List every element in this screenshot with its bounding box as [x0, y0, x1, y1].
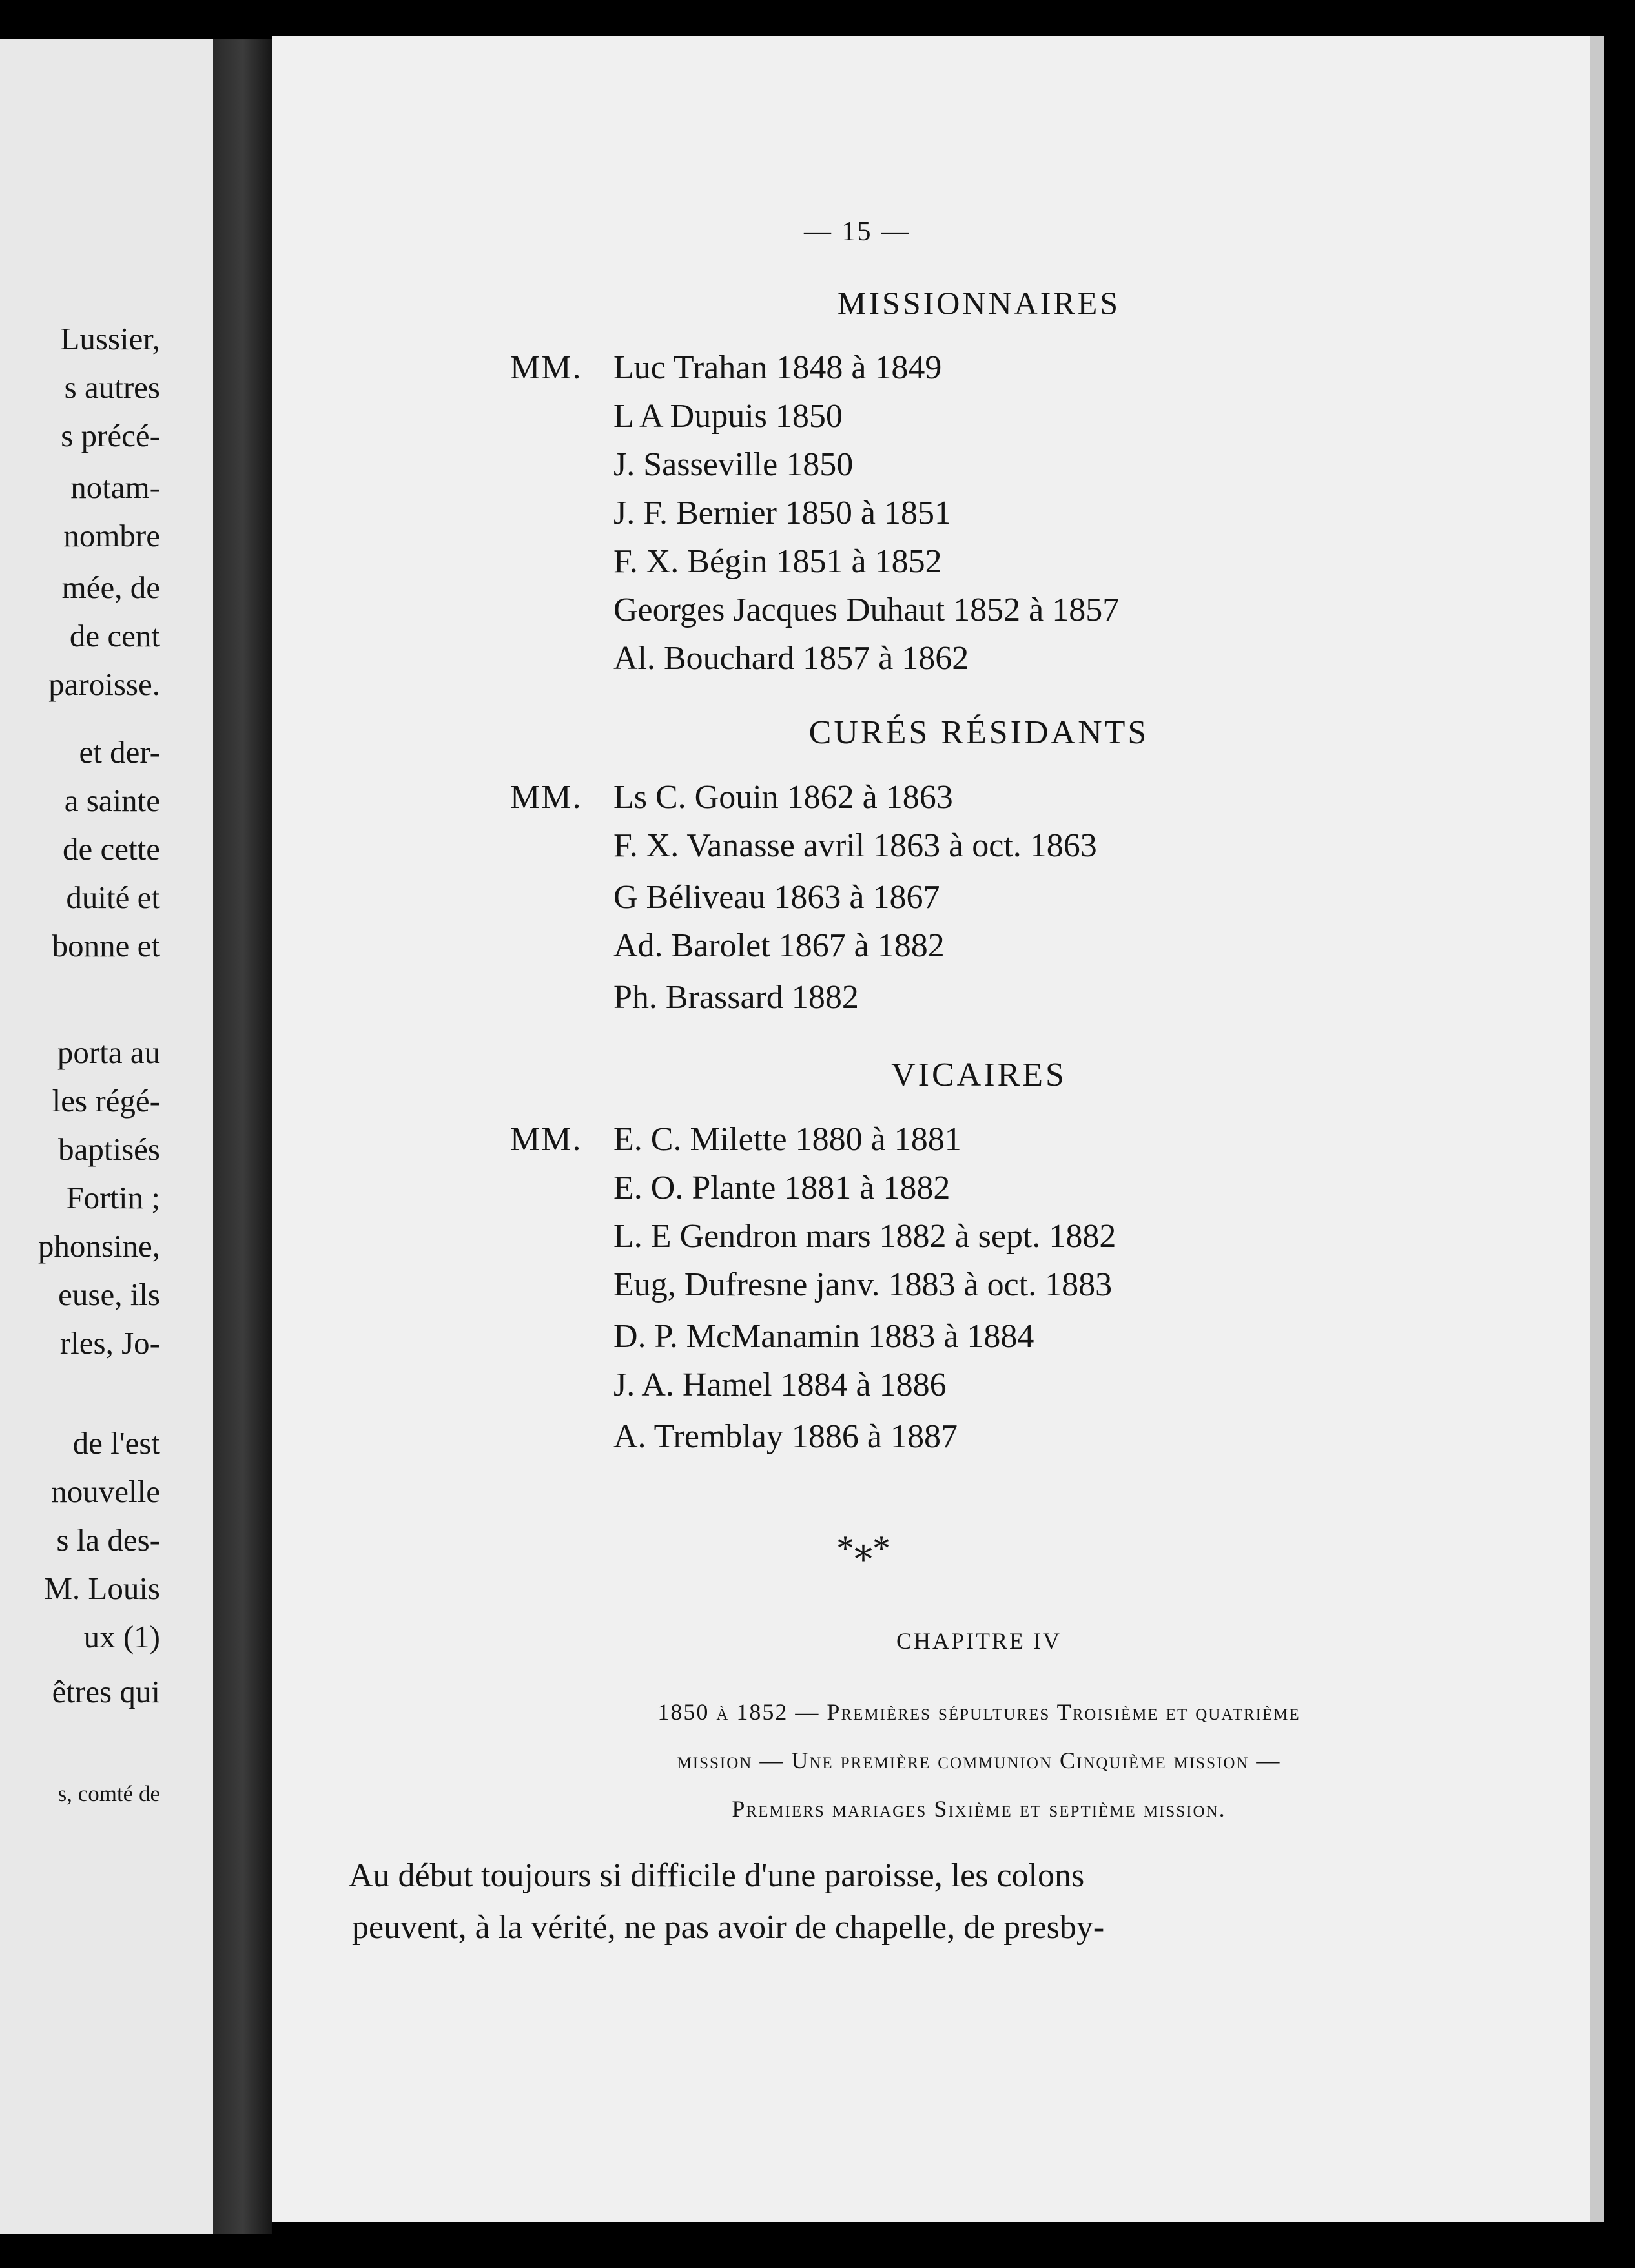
- vicaire-entry: D. P. McManamin 1883 à 1884: [613, 1318, 1034, 1355]
- left-text-fragment: ux (1): [83, 1619, 160, 1655]
- left-text-fragment: les régé-: [52, 1083, 160, 1119]
- missionnaire-entry: L A Dupuis 1850: [613, 398, 843, 435]
- chapter-title: CHAPITRE IV: [896, 1628, 1062, 1654]
- missionnaires-heading: MISSIONNAIRES: [837, 285, 1121, 321]
- vicaire-entry: E. C. Milette 1880 à 1881: [613, 1121, 961, 1158]
- book-gutter: [213, 39, 272, 2234]
- missionnaire-entry: Luc Trahan 1848 à 1849: [613, 349, 942, 386]
- page-number: — 15 —: [804, 217, 910, 247]
- left-text-fragment: s la des-: [56, 1522, 160, 1558]
- vicaires-prefix: MM.: [510, 1121, 582, 1158]
- left-text-fragment: duité et: [66, 880, 160, 915]
- left-page: [0, 39, 213, 2234]
- missionnaires-prefix: MM.: [510, 349, 582, 386]
- left-text-fragment: Fortin ;: [66, 1180, 160, 1215]
- vicaire-entry: J. A. Hamel 1884 à 1886: [613, 1366, 947, 1403]
- left-text-fragment: de cette: [63, 831, 160, 867]
- left-text-fragment: paroisse.: [48, 666, 160, 702]
- left-text-fragment: notam-: [70, 469, 160, 505]
- cure-entry: Ad. Barolet 1867 à 1882: [613, 927, 945, 964]
- cures-heading: CURÉS RÉSIDANTS: [808, 714, 1149, 751]
- left-text-fragment: bonne et: [52, 928, 160, 964]
- vicaire-entry: Eug, Dufresne janv. 1883 à oct. 1883: [613, 1266, 1113, 1303]
- cures-prefix: MM.: [510, 779, 582, 816]
- left-text-fragment: rles, Jo-: [59, 1325, 160, 1361]
- left-text-fragment: nouvelle: [51, 1474, 160, 1509]
- page-edge: [1590, 36, 1604, 2222]
- missionnaire-entry: J. F. Bernier 1850 à 1851: [613, 495, 951, 531]
- chapter-summary-line: mission — Une première communion Cinquième mission —: [677, 1747, 1281, 1773]
- missionnaire-entry: F. X. Bégin 1851 à 1852: [613, 543, 942, 580]
- left-text-fragment: nombre: [63, 518, 160, 553]
- left-text-fragment: baptisés: [58, 1131, 160, 1167]
- cure-entry: F. X. Vanasse avril 1863 à oct. 1863: [613, 827, 1097, 864]
- left-footnote-fragment: s, comté de: [57, 1781, 160, 1806]
- left-text-fragment: s précé-: [61, 418, 160, 453]
- left-text-fragment: de cent: [69, 618, 160, 654]
- left-text-fragment: porta au: [57, 1035, 160, 1070]
- chapter-summary-line: 1850 à 1852 — Premières sépultures Troisième et quatrième: [657, 1699, 1301, 1725]
- left-text-fragment: et der-: [79, 734, 160, 770]
- vicaires-heading: VICAIRES: [891, 1057, 1067, 1093]
- cure-entry: G Béliveau 1863 à 1867: [613, 879, 940, 916]
- paragraph-line: Au début toujours si difficile d'une paroisse, les colons: [349, 1857, 1085, 1894]
- left-text-fragment: s autres: [64, 369, 160, 405]
- vicaire-entry: A. Tremblay 1886 à 1887: [613, 1418, 958, 1455]
- cure-entry: Ls C. Gouin 1862 à 1863: [613, 779, 953, 816]
- missionnaire-entry: Georges Jacques Duhaut 1852 à 1857: [613, 592, 1120, 628]
- left-text-fragment: mée, de: [61, 570, 160, 605]
- missionnaire-entry: Al. Bouchard 1857 à 1862: [613, 640, 969, 677]
- left-text-fragment: de l'est: [72, 1425, 160, 1461]
- vicaire-entry: E. O. Plante 1881 à 1882: [613, 1170, 951, 1206]
- left-text-fragment: euse, ils: [58, 1277, 160, 1312]
- vicaire-entry: L. E Gendron mars 1882 à sept. 1882: [613, 1218, 1116, 1255]
- asterism-ornament: *⁎*: [836, 1529, 890, 1569]
- left-text-fragment: Lussier,: [60, 321, 160, 356]
- left-text-fragment: êtres qui: [52, 1674, 160, 1709]
- left-text-fragment: a sainte: [64, 783, 160, 818]
- missionnaire-entry: J. Sasseville 1850: [613, 446, 854, 483]
- left-text-fragment: phonsine,: [37, 1228, 160, 1264]
- left-text-fragment: M. Louis: [44, 1571, 160, 1606]
- paragraph-line: peuvent, à la vérité, ne pas avoir de chapelle, de presby-: [352, 1909, 1105, 1946]
- chapter-summary-line: Premiers mariages Sixième et septième mission.: [732, 1796, 1226, 1822]
- cure-entry: Ph. Brassard 1882: [613, 979, 859, 1016]
